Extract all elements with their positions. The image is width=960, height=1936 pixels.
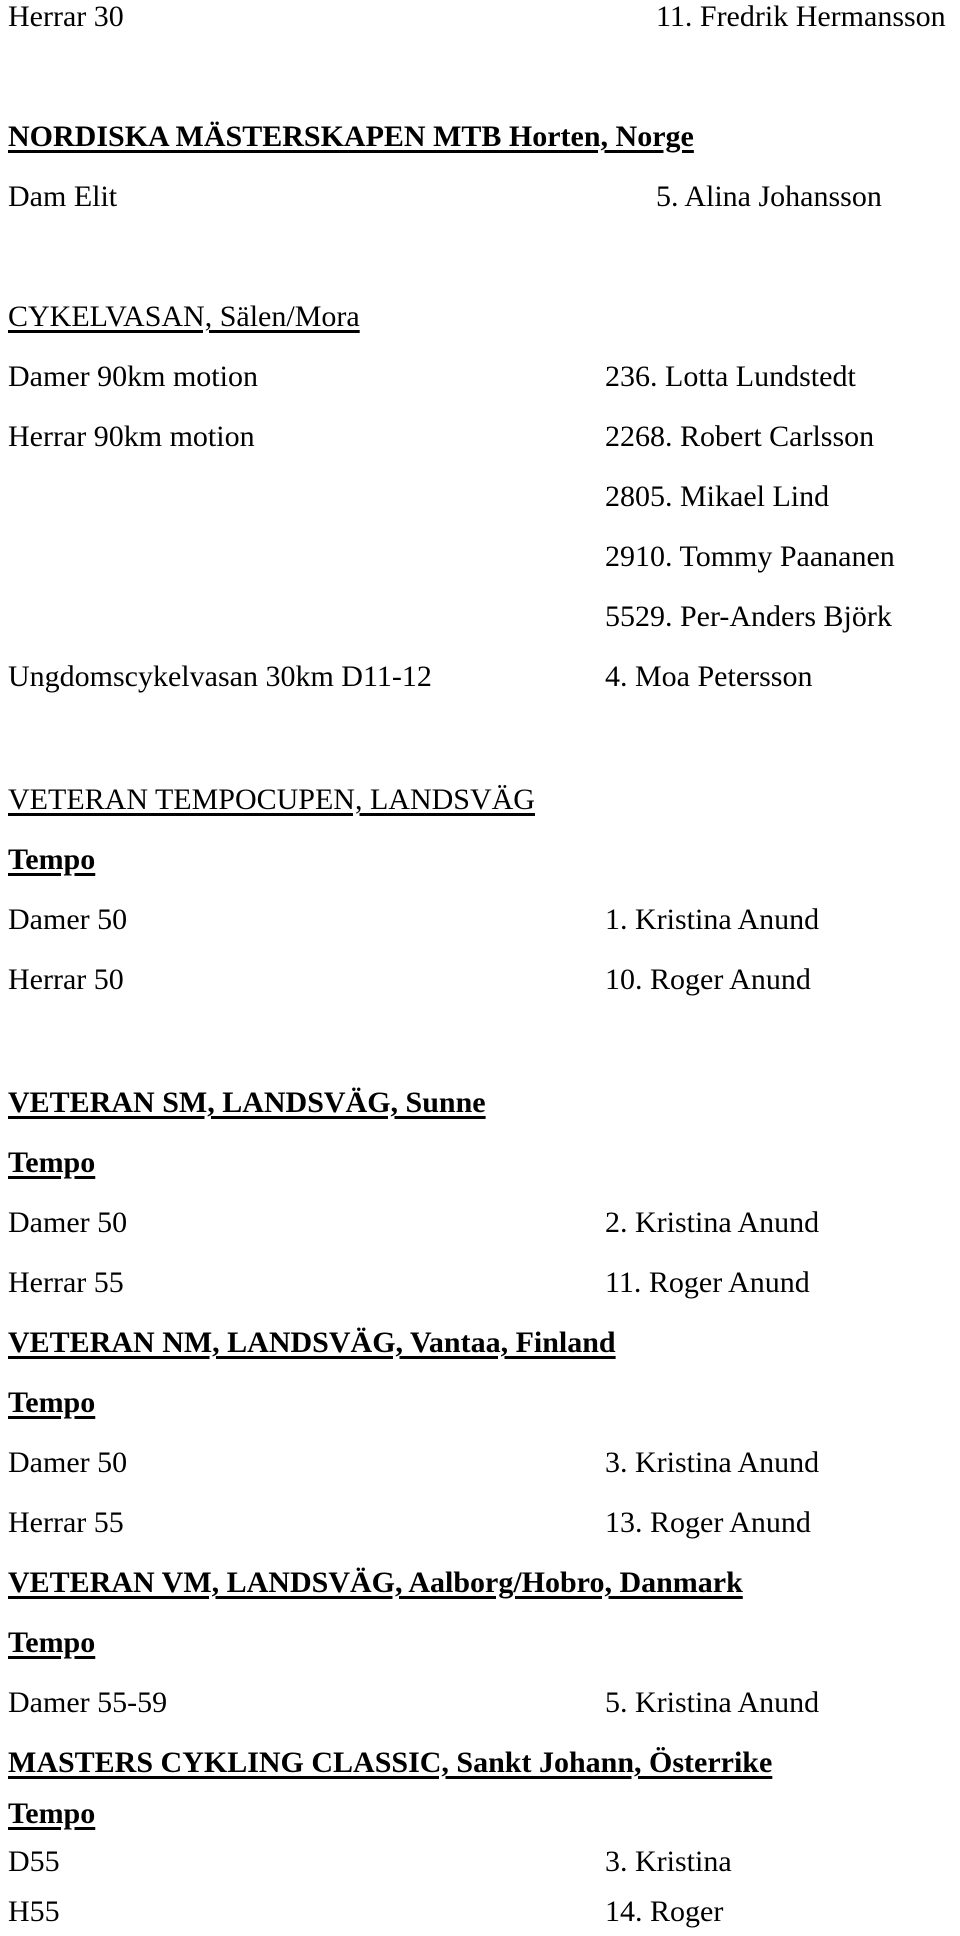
- result-row: [8, 1439, 960, 1487]
- class-label: Herrar 30: [8, 0, 124, 33]
- result-row: [8, 1679, 960, 1727]
- placing: 14. Roger: [605, 1895, 724, 1928]
- event-heading: NORDISKA MÄSTERSKAPEN MTB Horten, Norge: [8, 120, 694, 153]
- result-row: [8, 896, 960, 944]
- placing: 3. Kristina: [605, 1845, 732, 1878]
- result-row: [8, 1888, 960, 1936]
- result-row: [8, 1199, 960, 1247]
- result-row: [8, 956, 960, 1004]
- event-heading: VETERAN SM, LANDSVÄG, Sunne: [8, 1086, 486, 1119]
- event-heading: CYKELVASAN, Sälen/Mora: [8, 300, 360, 333]
- class-label: D55: [8, 1845, 60, 1878]
- event-heading: MASTERS CYKLING CLASSIC, Sankt Johann, Österrike: [8, 1746, 773, 1779]
- class-label: Damer 50: [8, 1446, 128, 1479]
- class-label: Herrar 55: [8, 1506, 124, 1539]
- result-row: [8, 1499, 960, 1547]
- event-heading: VETERAN TEMPOCUPEN, LANDSVÄG: [8, 783, 535, 816]
- result-row: [8, 0, 960, 41]
- result-row: [8, 173, 960, 221]
- placing: 11. Roger Anund: [605, 1266, 810, 1299]
- class-label: Herrar 50: [8, 963, 124, 996]
- placing: 3. Kristina Anund: [605, 1446, 820, 1479]
- result-row: [8, 1838, 960, 1886]
- placing: 4. Moa Petersson: [605, 660, 813, 693]
- result-row: [8, 653, 960, 701]
- discipline-heading: Tempo: [8, 1626, 96, 1659]
- discipline-heading: Tempo: [8, 1386, 96, 1419]
- placing: 10. Roger Anund: [605, 963, 811, 996]
- discipline-heading: Tempo: [8, 843, 96, 876]
- result-row: [8, 593, 960, 641]
- placing: 13. Roger Anund: [605, 1506, 811, 1539]
- class-label: Damer 55-59: [8, 1686, 168, 1719]
- placing: 2805. Mikael Lind: [605, 480, 830, 513]
- placing: 11. Fredrik Hermansson: [656, 0, 946, 33]
- placing: 5. Alina Johansson: [656, 180, 882, 213]
- class-label: Herrar 55: [8, 1266, 124, 1299]
- placing: 1. Kristina Anund: [605, 903, 820, 936]
- class-label: H55: [8, 1895, 60, 1928]
- result-row: [8, 533, 960, 581]
- placing: 5. Kristina Anund: [605, 1686, 820, 1719]
- result-row: [8, 1259, 960, 1307]
- class-label: Ungdomscykelvasan 30km D11-12: [8, 660, 432, 693]
- event-heading: VETERAN NM, LANDSVÄG, Vantaa, Finland: [8, 1326, 616, 1359]
- event-heading: VETERAN VM, LANDSVÄG, Aalborg/Hobro, Danmark: [8, 1566, 743, 1599]
- placing: 236. Lotta Lundstedt: [605, 360, 856, 393]
- placing: 2910. Tommy Paananen: [605, 540, 895, 573]
- result-row: [8, 473, 960, 521]
- class-label: Damer 50: [8, 903, 128, 936]
- class-label: Herrar 90km motion: [8, 420, 255, 453]
- class-label: Damer 50: [8, 1206, 128, 1239]
- discipline-heading: Tempo: [8, 1797, 96, 1830]
- discipline-heading: Tempo: [8, 1146, 96, 1179]
- result-row: [8, 413, 960, 461]
- placing: 2268. Robert Carlsson: [605, 420, 875, 453]
- placing: 5529. Per-Anders Björk: [605, 600, 892, 633]
- placing: 2. Kristina Anund: [605, 1206, 820, 1239]
- result-row: [8, 353, 960, 401]
- class-label: Dam Elit: [8, 180, 118, 213]
- class-label: Damer 90km motion: [8, 360, 258, 393]
